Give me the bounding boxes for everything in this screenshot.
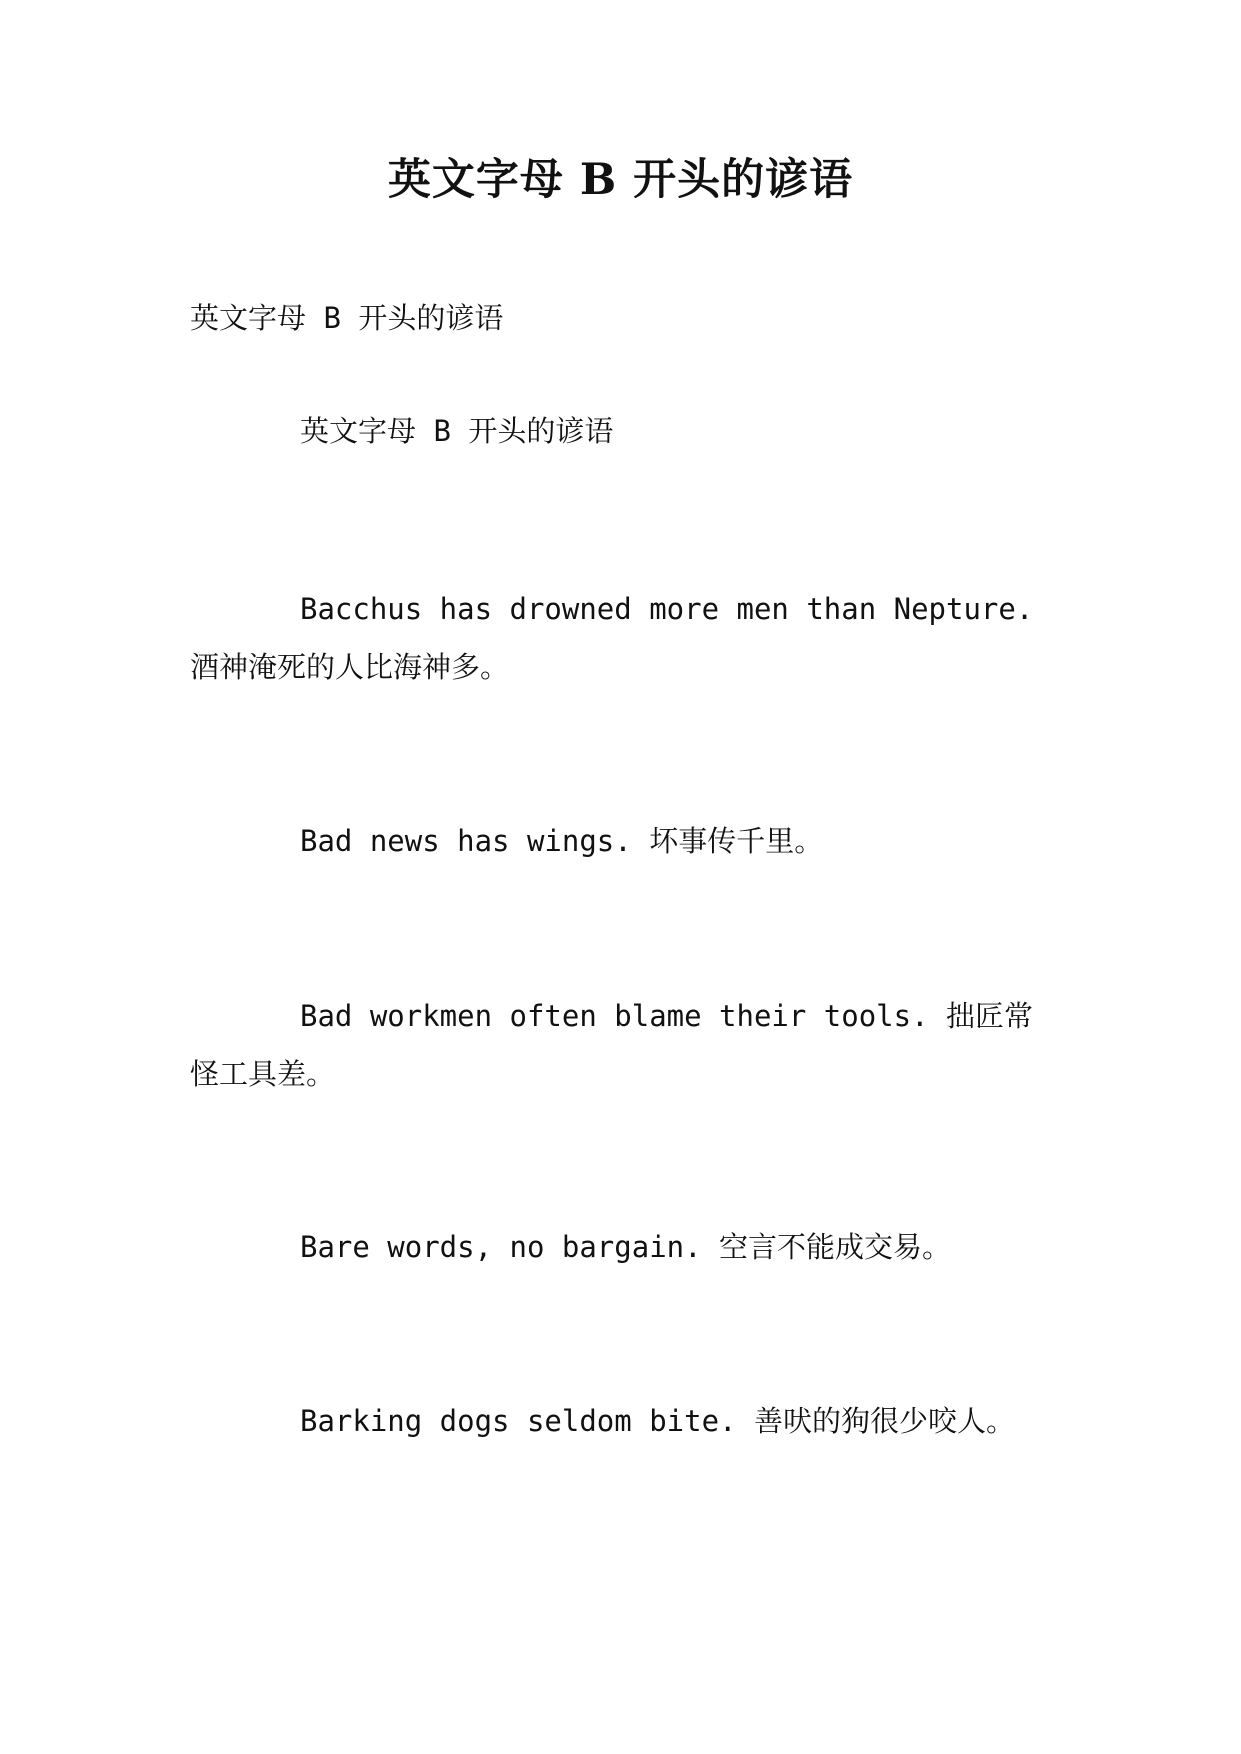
document-title: 英文字母 B 开头的谚语 [387,155,854,205]
proverb-paragraph: Bad news has wings. 坏事传千里。 [300,824,824,858]
proverb-paragraph: Bacchus has drowned more men than Nepture. 酒神淹死的人比海神多。 [190,592,1034,684]
proverb-paragraph: Barking dogs seldom bite. 善吠的狗很少咬人。 [300,1404,1015,1438]
paragraph-subheading: 英文字母 B 开头的谚语 [300,414,614,448]
proverb-paragraph: Bad workmen often blame their tools. 拙匠常怪工具差。 [190,999,1034,1091]
proverb-paragraph: Bare words, no bargain. 空言不能成交易。 [300,1230,952,1264]
paragraph-heading: 英文字母 B 开头的谚语 [190,301,504,335]
